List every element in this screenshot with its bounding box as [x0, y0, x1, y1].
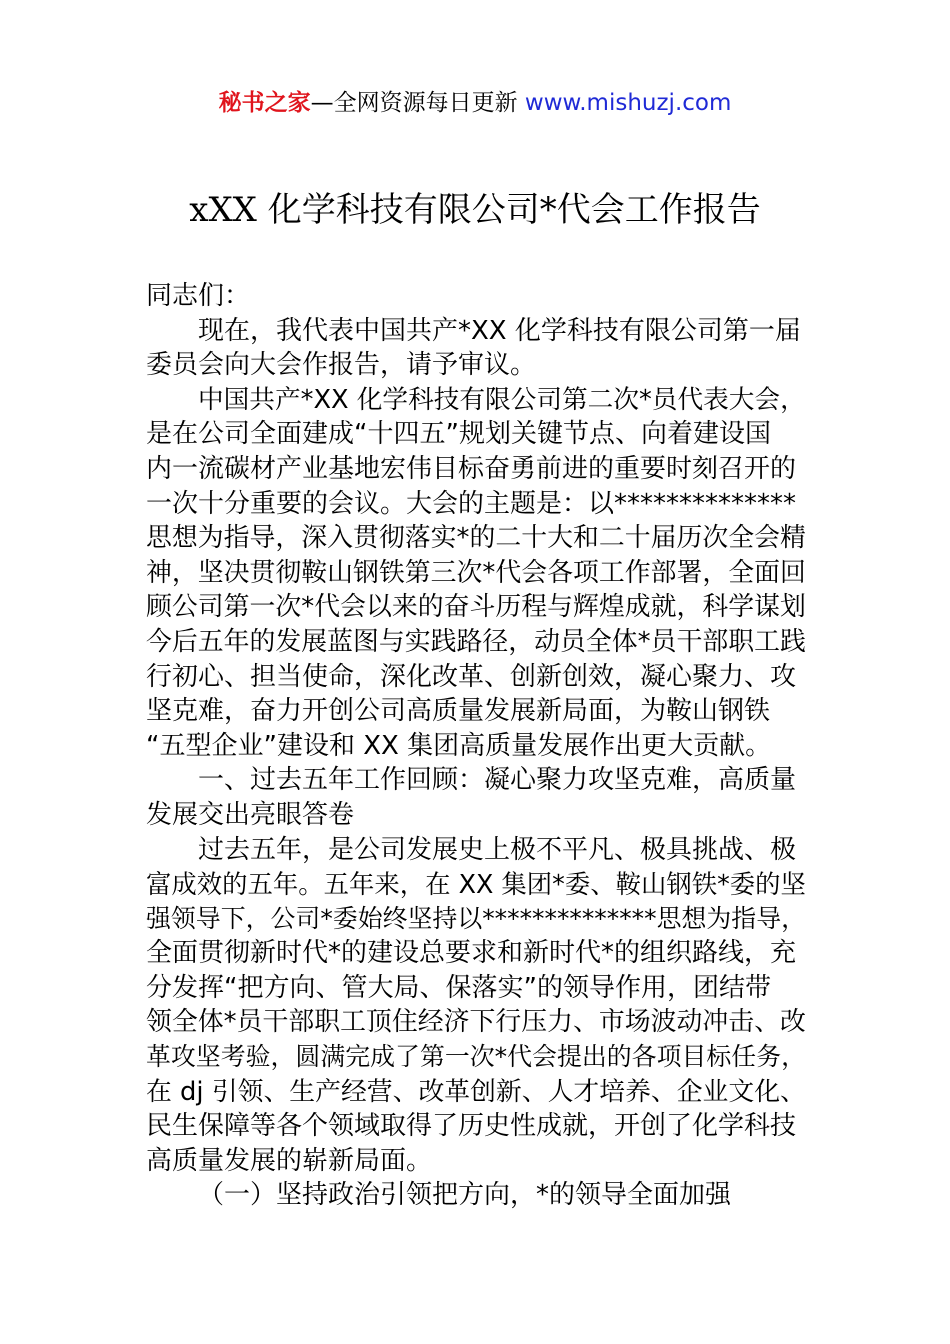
site-tagline: —全网资源每日更新: [310, 90, 525, 116]
body-line: 中国共产*XX 化学科技有限公司第二次*员代表大会，: [198, 384, 806, 415]
body-line: 强领导下，公司*委始终坚持以**************思想为指导，: [146, 903, 807, 933]
body-line: 分发挥“把方向、管大局、保落实”的领导作用，团结带: [146, 972, 771, 1003]
body-line: （一）坚持政治引领把方向，*的领导全面加强: [198, 1180, 732, 1211]
site-url-link[interactable]: www.mishuzj.com: [524, 90, 732, 116]
body-line: 高质量发展的崭新局面。: [146, 1145, 433, 1176]
body-line: “五型企业”建设和 XX 集团高质量发展作出更大贡献。: [146, 730, 772, 761]
body-line: 民生保障等各个领域取得了历史性成就，开创了化学科技: [146, 1111, 797, 1142]
body-line: 顾公司第一次*代会以来的奋斗历程与辉煌成就，科学谋划: [146, 592, 806, 623]
body-line: 一次十分重要的会议。大会的主题是：以**************: [146, 488, 797, 519]
body-line: 在 dj 引领、生产经营、改革创新、人才培养、企业文化、: [146, 1076, 806, 1107]
site-header: [0, 86, 950, 120]
body-line: 革攻坚考验，圆满完成了第一次*代会提出的各项目标任务，: [146, 1042, 807, 1072]
body-line: 富成效的五年。五年来，在 XX 集团*委、鞍山钢铁*委的坚: [146, 869, 806, 900]
body-line: 全面贯彻新时代*的建设总要求和新时代*的组织路线，充: [146, 938, 797, 969]
body-line: 今后五年的发展蓝图与实践路径，动员全体*员干部职工践: [146, 626, 806, 657]
body-line: 行初心、担当使命，深化改革、创新创效，凝心聚力、攻: [146, 661, 797, 692]
body-line: 委员会向大会作报告，请予审议。: [146, 350, 537, 381]
body-line: 过去五年，是公司发展史上极不平凡、极具挑战、极: [198, 834, 797, 865]
body-line: 一、过去五年工作回顾：凝心聚力攻坚克难，高质量: [198, 765, 797, 796]
body-line: 领全体*员干部职工顶住经济下行压力、市场波动冲击、改: [146, 1007, 806, 1038]
body-line: 神，坚决贯彻鞍山钢铁第三次*代会各项工作部署，全面回: [146, 557, 806, 588]
brand-name: 秘书之家: [218, 90, 311, 116]
body-line: 思想为指导，深入贯彻落实*的二十大和二十届历次全会精: [146, 523, 806, 554]
body-line: 内一流碳材产业基地宏伟目标奋勇前进的重要时刻召开的: [146, 453, 797, 484]
document-title: xXX 化学科技有限公司*代会工作报告: [189, 190, 761, 230]
body-line: 现在，我代表中国共产*XX 化学科技有限公司第一届: [198, 315, 801, 346]
body-line: 坚克难，奋力开创公司高质量发展新局面，为鞍山钢铁: [146, 696, 771, 727]
body-line: 是在公司全面建成“十四五”规划关键节点、向着建设国: [146, 419, 771, 450]
body-line: 发展交出亮眼答卷: [146, 799, 355, 830]
body-line: 同志们：: [146, 281, 251, 311]
document-body: [146, 279, 806, 1213]
